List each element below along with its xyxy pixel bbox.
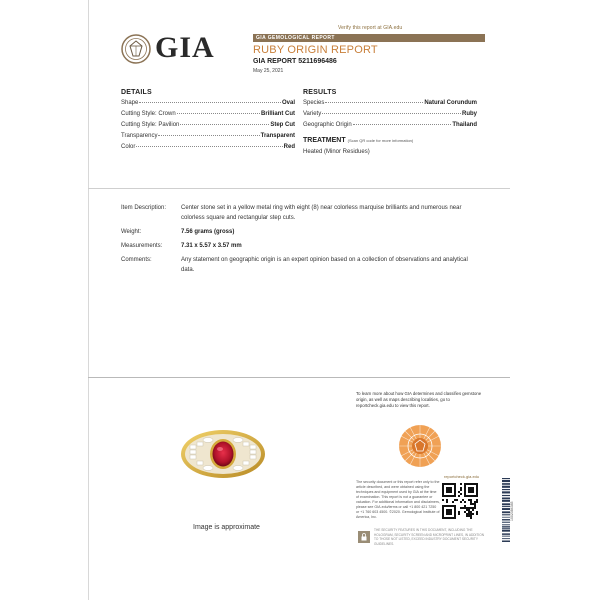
comment-value: 7.31 x 5.57 x 3.57 mm — [181, 243, 242, 249]
comment-label: Item Description: — [121, 205, 167, 211]
comment-value: Any statement on geographic origin is an expert opinion based on a collection of observations and analytical data. — [181, 257, 468, 273]
treatment-heading — [303, 137, 413, 144]
details-value: Transparent — [260, 133, 295, 139]
details-value: Step Cut — [270, 122, 295, 128]
details-label: Transparency — [121, 133, 158, 139]
details-list — [121, 100, 295, 155]
comment-value: 7.56 grams (gross) — [181, 229, 235, 235]
details-row — [121, 133, 295, 144]
details-label: Cutting Style: Pavilion — [121, 122, 180, 128]
comments-block — [121, 203, 481, 279]
results-list — [303, 100, 477, 133]
verify-link[interactable]: Verify this report at GIA.edu — [338, 25, 403, 31]
leader-dots — [158, 135, 259, 136]
serial-number: 1002384383 — [510, 501, 514, 521]
results-row — [303, 100, 477, 111]
qr-code-icon[interactable] — [442, 483, 478, 519]
reportcheck-link[interactable]: reportcheck.gia.edu — [444, 474, 480, 479]
report-date: May 25, 2021 — [253, 68, 284, 74]
lock-icon — [358, 531, 370, 543]
results-row — [303, 111, 477, 122]
details-value: Brilliant Cut — [261, 111, 295, 117]
details-heading: DETAILS — [121, 89, 152, 96]
results-row — [303, 122, 477, 133]
hologram-seal-icon — [398, 424, 442, 468]
barcode-icon — [502, 478, 510, 542]
leader-dots — [177, 113, 260, 114]
treatment-note: (Scan QR code for more information) — [347, 138, 414, 143]
results-label: Geographic Origin — [303, 122, 352, 128]
comment-label: Weight: — [121, 229, 142, 235]
details-row — [121, 144, 295, 155]
comment-row — [121, 255, 481, 275]
details-row — [121, 100, 295, 111]
results-label: Species — [303, 100, 325, 106]
leader-dots — [325, 102, 423, 103]
page-left-border — [88, 0, 89, 600]
leader-dots — [136, 146, 282, 147]
security-footer-text: THE SECURITY FEATURES IN THIS DOCUMENT, INCLUDING THE HOLOGRAM, SECURITY SCREEN AND MICROPRINT LINES, IN ADDITION TO THOSE NOT LISTED, EXCEED INDUSTRY DOCUMENT SECURITY GUIDELINES. — [374, 528, 485, 546]
details-row — [121, 111, 295, 122]
divider-middle — [88, 377, 510, 378]
leader-dots — [180, 124, 269, 125]
leader-dots — [139, 102, 281, 103]
comment-row — [121, 241, 481, 251]
results-value: Ruby — [462, 111, 477, 117]
image-caption: Image is approximate — [193, 524, 260, 531]
info-text: To learn more about how GIA determines and classifies gemstone origin, as well as maps describing localities, go to reportcheck.gia.edu to view this report. — [356, 391, 482, 408]
treatment-value: Heated (Minor Residues) — [303, 149, 370, 155]
comment-row — [121, 203, 481, 223]
details-label: Shape — [121, 100, 139, 106]
results-value: Natural Corundum — [424, 100, 477, 106]
treatment-heading-text: TREATMENT — [303, 137, 346, 144]
report-title: RUBY ORIGIN REPORT — [253, 44, 378, 56]
gia-logo: GIA — [155, 31, 215, 64]
results-heading: RESULTS — [303, 89, 337, 96]
comment-label: Measurements: — [121, 243, 163, 249]
comment-label: Comments: — [121, 257, 152, 263]
details-value: Oval — [281, 100, 295, 106]
details-value: Red — [283, 144, 295, 150]
results-label: Variety — [303, 111, 322, 117]
fine-print: The security document or this report refer only to the article described, and were obtained using the techniques and equipment used by GIA at the time of examination. This report is not a guarantee or valuation. For additional information and disclaimers, please see GIA.edu/terms or call +1 800 421 7250 or +1 760 603 4500. ©2020. Gemological Institute of America, Inc. — [356, 480, 440, 519]
divider-top — [88, 188, 510, 189]
results-value: Thailand — [452, 122, 477, 128]
ring-image — [178, 418, 268, 488]
details-label: Color — [121, 144, 136, 150]
comment-value: Center stone set in a yellow metal ring with eight (8) near colorless marquise brilliants and numerous near colorless square and rectangular step cuts. — [181, 205, 462, 221]
gia-seal-icon — [121, 34, 151, 64]
lab-bar: GIA GEMOLOGICAL REPORT — [253, 34, 485, 42]
comment-row — [121, 227, 481, 237]
details-row — [121, 122, 295, 133]
leader-dots — [353, 124, 452, 125]
leader-dots — [322, 113, 461, 114]
report-number: GIA REPORT 5211696486 — [253, 58, 337, 65]
details-label: Cutting Style: Crown — [121, 111, 176, 117]
